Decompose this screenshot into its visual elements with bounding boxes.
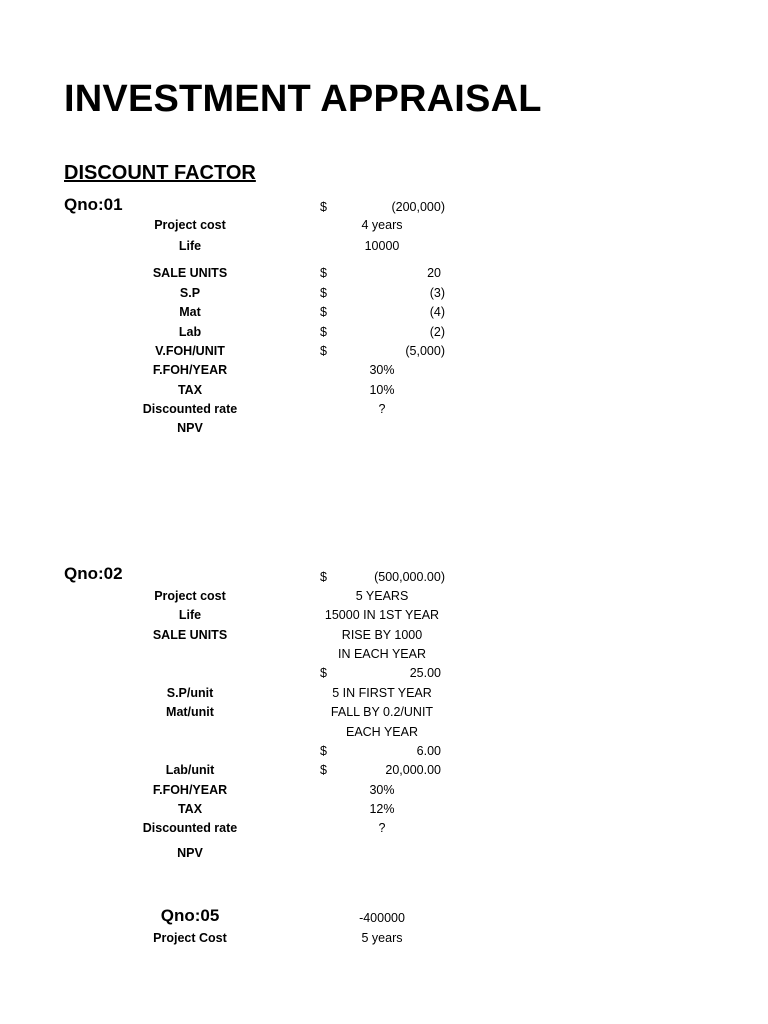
question-1-heading: Qno:01	[64, 195, 123, 214]
q1-label-project-cost: Project cost	[154, 218, 226, 232]
q1-project-cost-value: (200,000)	[391, 200, 445, 214]
currency-symbol: $	[320, 570, 327, 584]
q1-tax-value: 30%	[369, 363, 395, 377]
q2-life-value: 5 YEARS	[355, 589, 409, 603]
page-title: INVESTMENT APPRAISAL	[64, 78, 542, 120]
q2-label-lab-unit: Lab/unit	[165, 763, 215, 777]
q1-ffoh-value: (5,000)	[405, 344, 445, 358]
q2-mat-line-3: EACH YEAR	[345, 725, 418, 739]
q1-label-npv: NPV	[177, 421, 203, 435]
q1-sp-value: 20	[427, 266, 441, 280]
q2-label-tax: TAX	[177, 802, 203, 816]
q5-project-cost-value: -400000	[359, 911, 405, 925]
q1-label-mat: Mat	[179, 305, 201, 319]
currency-symbol: $	[320, 744, 327, 758]
currency-symbol: $	[320, 305, 327, 319]
q1-label-sale-units: SALE UNITS	[152, 266, 228, 280]
q2-npv-value: ?	[378, 821, 386, 835]
q2-ffoh-value: 20,000.00	[385, 763, 441, 777]
q2-label-project-cost: Project cost	[154, 589, 226, 603]
currency-symbol: $	[320, 344, 327, 358]
q2-label-ffoh: F.FOH/YEAR	[152, 783, 228, 797]
q1-label-discounted-rate: Discounted rate	[142, 402, 238, 416]
q2-label-discounted-rate: Discounted rate	[142, 821, 238, 835]
q1-label-ffoh: F.FOH/YEAR	[152, 363, 228, 377]
currency-symbol: $	[320, 325, 327, 339]
q1-lab-value: (4)	[429, 305, 445, 319]
q1-label-lab: Lab	[178, 325, 202, 339]
q1-sale-units-value: 10000	[364, 239, 400, 253]
currency-symbol: $	[320, 200, 327, 214]
q1-label-sp: S.P	[179, 286, 201, 300]
currency-symbol: $	[320, 763, 327, 777]
q2-mat-line-1: 5 IN FIRST YEAR	[332, 686, 432, 700]
q1-label-life: Life	[178, 239, 202, 253]
q1-label-tax: TAX	[177, 383, 203, 397]
q2-lab-value: 6.00	[416, 744, 441, 758]
currency-symbol: $	[320, 266, 327, 280]
q1-vfoh-value: (2)	[429, 325, 445, 339]
currency-symbol: $	[320, 666, 327, 680]
q2-units-line-1: 15000 IN 1ST YEAR	[324, 608, 440, 622]
q2-label-life: Life	[178, 608, 202, 622]
q2-label-sp-unit: S.P/unit	[166, 686, 214, 700]
q5-life-value: 5 years	[361, 931, 403, 945]
question-2-heading: Qno:02	[64, 564, 123, 583]
q2-label-npv: NPV	[177, 846, 203, 860]
q2-label-mat-unit: Mat/unit	[166, 705, 214, 719]
currency-symbol: $	[320, 286, 327, 300]
q1-mat-value: (3)	[429, 286, 445, 300]
q2-sp-value: 25.00	[409, 666, 441, 680]
section-heading: DISCOUNT FACTOR	[64, 162, 256, 184]
q5-label-project-cost: Project Cost	[153, 931, 227, 945]
q2-tax-value: 30%	[369, 783, 395, 797]
q2-label-sale-units: SALE UNITS	[152, 628, 228, 642]
q2-units-line-3: IN EACH YEAR	[338, 647, 426, 661]
q1-label-vfoh: V.FOH/UNIT	[155, 344, 225, 358]
q1-life-value: 4 years	[361, 218, 403, 232]
q1-npv-value: ?	[378, 402, 386, 416]
q2-units-line-2: RISE BY 1000	[341, 628, 423, 642]
q2-project-cost-value: (500,000.00)	[374, 570, 445, 584]
q1-rate-value: 10%	[369, 383, 395, 397]
q2-mat-line-2: FALL BY 0.2/UNIT	[330, 705, 434, 719]
question-5-heading: Qno:05	[160, 906, 220, 925]
q2-rate-value: 12%	[369, 802, 395, 816]
